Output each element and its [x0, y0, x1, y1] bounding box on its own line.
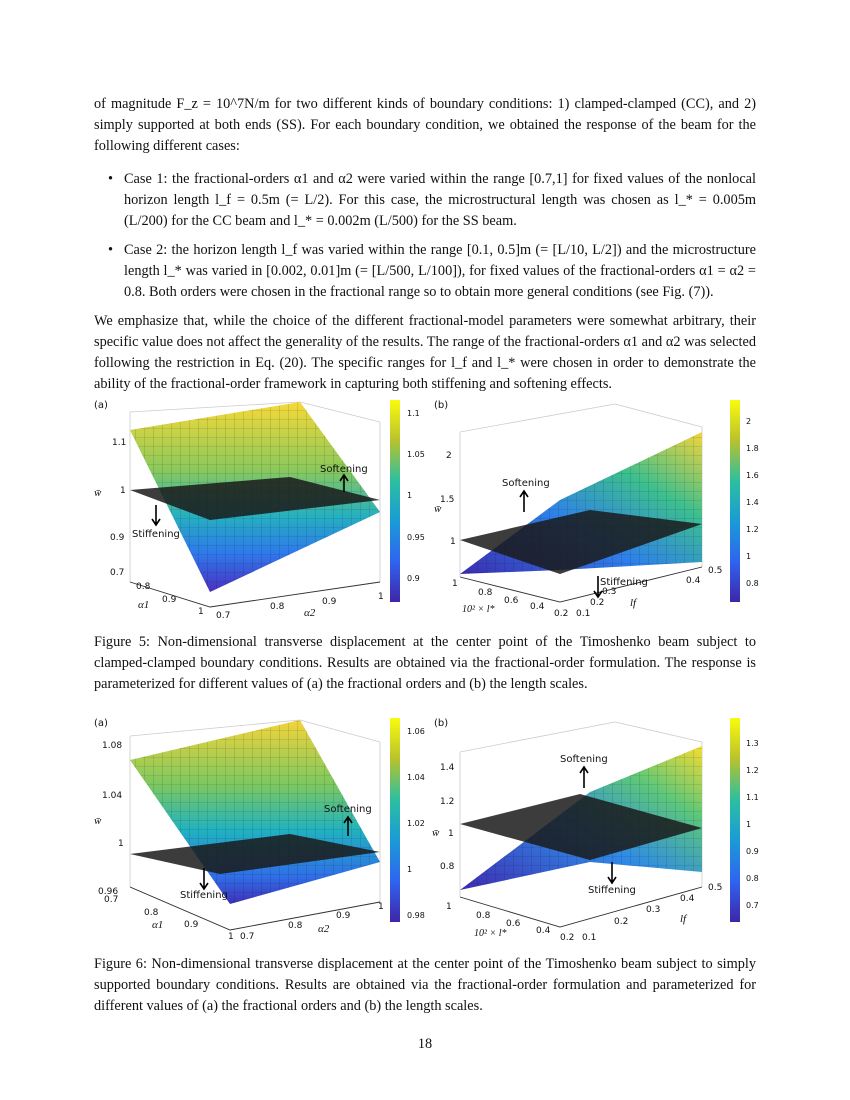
fig6b-ylabel: lf — [680, 913, 687, 925]
fig5b-ytick-1: 0.1 — [576, 609, 591, 619]
fig6a-xtick-2: 0.8 — [144, 908, 159, 918]
fig6b-ztick-4: 0.8 — [440, 862, 455, 872]
fig6b-cbtick-5: 0.9 — [746, 847, 759, 856]
fig6b-xlabel: 10² × l* — [474, 928, 507, 939]
fig5b-xtick-1: 1 — [452, 579, 458, 589]
fig6b-xtick-1: 1 — [446, 902, 452, 912]
fig5b-xtick-5: 0.2 — [554, 609, 569, 619]
fig5b-xtick-2: 0.8 — [478, 588, 493, 598]
fig5a-cbtick-3: 1 — [407, 491, 413, 500]
fig6b-ztick-2: 1.2 — [440, 797, 455, 807]
page-number: 18 — [417, 1036, 433, 1052]
fig6a-stiffening-label: Stiffening — [180, 890, 228, 901]
fig6a-xtick-1: 0.7 — [104, 895, 119, 905]
fig5a-label: (a) — [94, 400, 108, 411]
fig5b-xlabel: 10² × l* — [462, 604, 495, 615]
fig5b-stiffening-label: Stiffening — [600, 577, 648, 588]
fig6a-ylabel: α2 — [318, 923, 330, 935]
fig6b-cbtick-2: 1.2 — [746, 766, 759, 775]
fig5b-label: (b) — [434, 400, 449, 411]
fig5a-ztick-2: 1 — [120, 486, 126, 496]
fig5b-ytick-2: 0.2 — [590, 598, 605, 608]
fig5b-xtick-3: 0.6 — [504, 596, 519, 606]
fig5b-softening-label: Softening — [502, 478, 550, 489]
fig5a-cbtick-5: 0.9 — [407, 574, 420, 583]
fig6a-cbtick-2: 1.04 — [407, 773, 425, 782]
fig5a-ytick-3: 0.9 — [322, 597, 337, 607]
fig5b-cbtick-2: 1.8 — [746, 444, 759, 453]
fig6a-zlabel: w̄ — [94, 815, 102, 827]
fig6a-cbtick-5: 0.98 — [407, 911, 425, 920]
fig6a-colorbar — [390, 718, 400, 922]
fig6b-zlabel: w̄ — [432, 827, 440, 839]
fig5b-cbtick-3: 1.6 — [746, 471, 759, 480]
fig5a-xtick-4: 1 — [198, 607, 204, 617]
fig5a-cbtick-2: 1.05 — [407, 450, 425, 459]
figure-5-caption: Figure 5: Non-dimensional transverse displacement at the center point of the Timoshenko beam subject to clamped-clamped boundary conditions. Results are obtained via the fractional-order formulation. The response is parameterized for different values of (a) the fractional orders and (b) the length scales. — [94, 634, 756, 692]
fig5b-cbtick-5: 1.2 — [746, 525, 759, 534]
fig6a-ytick-3: 0.9 — [336, 911, 351, 921]
fig5a-ztick-1: 1.1 — [112, 438, 127, 448]
fig6b-label: (b) — [434, 718, 449, 729]
fig5a-xtick-3: 0.9 — [162, 595, 177, 605]
fig6a-cbtick-4: 1 — [407, 865, 413, 874]
fig6a-xtick-3: 0.9 — [184, 920, 199, 930]
fig5b-softening-arrow — [520, 491, 528, 512]
fig5b-colorbar — [730, 400, 740, 602]
fig6b-ztick-3: 1 — [448, 829, 454, 839]
figure-6-caption: Figure 6: Non-dimensional transverse displacement at the center point of the Timoshenko beam subject to simply supported boundary conditions. Results are obtained via the fractional-order formulation and parameterized for different values of (a) the fractional orders and (b) the length scales. — [94, 956, 756, 1014]
fig5a-ytick-4: 1 — [378, 592, 384, 602]
fig5a-cbtick-4: 0.95 — [407, 533, 425, 542]
fig6b-xtick-3: 0.6 — [506, 919, 521, 929]
emphasis-paragraph: We emphasize that, while the choice of the different fractional-model parameters were somewhat arbitrary, their specific value does not affect the generality of the results. The range of the fractional-orders α1 and α2 was selected following the restriction in Eq. (20). The specific ranges for l_f and l_* were chosen in order to demonstrate the ability of the fractional-order framework in capturing both stiffening and softening effects. — [94, 313, 756, 392]
fig5a-xtick-1: 0.7 — [110, 568, 125, 578]
fig5a-xtick-2: 0.8 — [136, 582, 151, 592]
fig5b-ztick-3: 1 — [450, 537, 456, 547]
fig6a-ytick-1: 0.7 — [240, 932, 255, 942]
fig6a-xlabel: α1 — [152, 919, 164, 931]
fig6a-ztick-2: 1.04 — [102, 791, 123, 801]
fig6b-cbtick-1: 1.3 — [746, 739, 759, 748]
fig5b-cbtick-6: 1 — [746, 552, 752, 561]
fig5a-ytick-1: 0.7 — [216, 611, 231, 621]
fig5b-ztick-2: 1.5 — [440, 495, 455, 505]
fig5-panel-b — [434, 400, 759, 619]
fig6b-softening-arrow — [580, 767, 588, 788]
fig6b-xtick-2: 0.8 — [476, 911, 491, 921]
case-list — [94, 169, 756, 303]
fig5b-zlabel: w̄ — [434, 503, 442, 515]
fig6a-label: (a) — [94, 718, 108, 729]
fig5b-cbtick-4: 1.4 — [746, 498, 759, 507]
fig6b-ytick-2: 0.2 — [614, 917, 629, 927]
figure-5 — [90, 392, 760, 622]
fig5a-colorbar — [390, 400, 400, 602]
fig6b-cbtick-6: 0.8 — [746, 874, 759, 883]
fig6a-cbtick-1: 1.06 — [407, 727, 425, 736]
fig5-panel-a — [94, 400, 425, 621]
fig6-panel-b — [432, 718, 759, 942]
fig5a-xlabel: α1 — [138, 599, 150, 611]
fig6b-ytick-4: 0.4 — [680, 894, 695, 904]
fig5a-cbtick-1: 1.1 — [407, 409, 420, 418]
fig5b-ytick-3: 0.3 — [602, 587, 617, 597]
fig5b-ztick-1: 2 — [446, 451, 452, 461]
fig6a-cbtick-3: 1.02 — [407, 819, 425, 828]
fig6b-cbtick-7: 0.7 — [746, 901, 759, 910]
fig5a-ytick-2: 0.8 — [270, 602, 285, 612]
fig6a-xtick-4: 1 — [228, 932, 234, 942]
fig6b-ytick-5: 0.5 — [708, 883, 723, 893]
fig6b-softening-label: Softening — [560, 754, 608, 765]
case-2-item: • Case 2: the horizon length l_f was varied within the range [0.1, 0.5]m (= [L/10, L/2]) and the microstructure length l_* was varied in [0.002, 0.01]m (= [L/500, L/100]), for fixed values of the fractional-orders α1 = α2 = 0.8. Both orders were chosen in the fractional range so to obtain more general conditions (see Fig. (7)). — [94, 240, 756, 303]
fig6b-stiffening-arrow — [608, 862, 616, 883]
fig5a-softening-label: Softening — [320, 464, 368, 475]
fig6b-cbtick-3: 1.1 — [746, 793, 759, 802]
fig5a-ztick-3: 0.9 — [110, 533, 125, 543]
fig6b-stiffening-label: Stiffening — [588, 885, 636, 896]
fig6a-stiffening-arrow — [200, 868, 208, 889]
fig5b-cbtick-1: 2 — [746, 417, 752, 426]
fig5a-stiffening-label: Stiffening — [132, 529, 180, 540]
fig6b-axes-base — [460, 887, 702, 927]
fig5b-cbtick-7: 0.8 — [746, 579, 759, 588]
fig6a-ztick-4: 0.96 — [98, 887, 119, 897]
fig5b-ylabel: lf — [630, 597, 637, 609]
figure-6 — [90, 712, 760, 942]
fig5b-ytick-5: 0.5 — [708, 566, 723, 576]
fig5a-stiffening-arrow — [152, 505, 160, 525]
fig6b-ytick-1: 0.1 — [582, 933, 597, 942]
case-1-item: • Case 1: the fractional-orders α1 and α2 were varied within the range [0.7,1] for fixed values of the nonlocal horizon length l_f = 0.5m (= L/2). For this case, the microstructural length was chosen as l_* = 0.005m (L/200) for the CC beam and l_* = 0.002m (L/500) for the SS beam. — [94, 169, 756, 232]
fig6b-xtick-4: 0.4 — [536, 926, 551, 936]
fig6a-ytick-2: 0.8 — [288, 921, 303, 931]
fig6a-softening-label: Softening — [324, 804, 372, 815]
fig5a-zlabel: w̄ — [94, 487, 102, 499]
fig6a-ytick-4: 1 — [378, 902, 384, 912]
fig6b-cbtick-4: 1 — [746, 820, 752, 829]
fig6a-ztick-1: 1.08 — [102, 741, 123, 751]
fig6b-colorbar — [730, 718, 740, 922]
fig6b-ztick-1: 1.4 — [440, 763, 455, 773]
fig5a-ylabel: α2 — [304, 607, 316, 619]
fig6b-xtick-5: 0.2 — [560, 933, 575, 942]
fig6b-ytick-3: 0.3 — [646, 905, 661, 915]
fig6-panel-a — [94, 718, 425, 942]
body-text — [94, 94, 756, 395]
fig5b-ytick-4: 0.4 — [686, 576, 701, 586]
fig6a-ztick-3: 1 — [118, 839, 124, 849]
fig5b-xtick-4: 0.4 — [530, 602, 545, 612]
intro-paragraph: of magnitude F_z = 10^7N/m for two different kinds of boundary conditions: 1) clamped-clamped (CC), and 2) simply supported at both ends (SS). For each boundary condition, we obtained the response of the beam for the following different cases: — [94, 96, 756, 154]
